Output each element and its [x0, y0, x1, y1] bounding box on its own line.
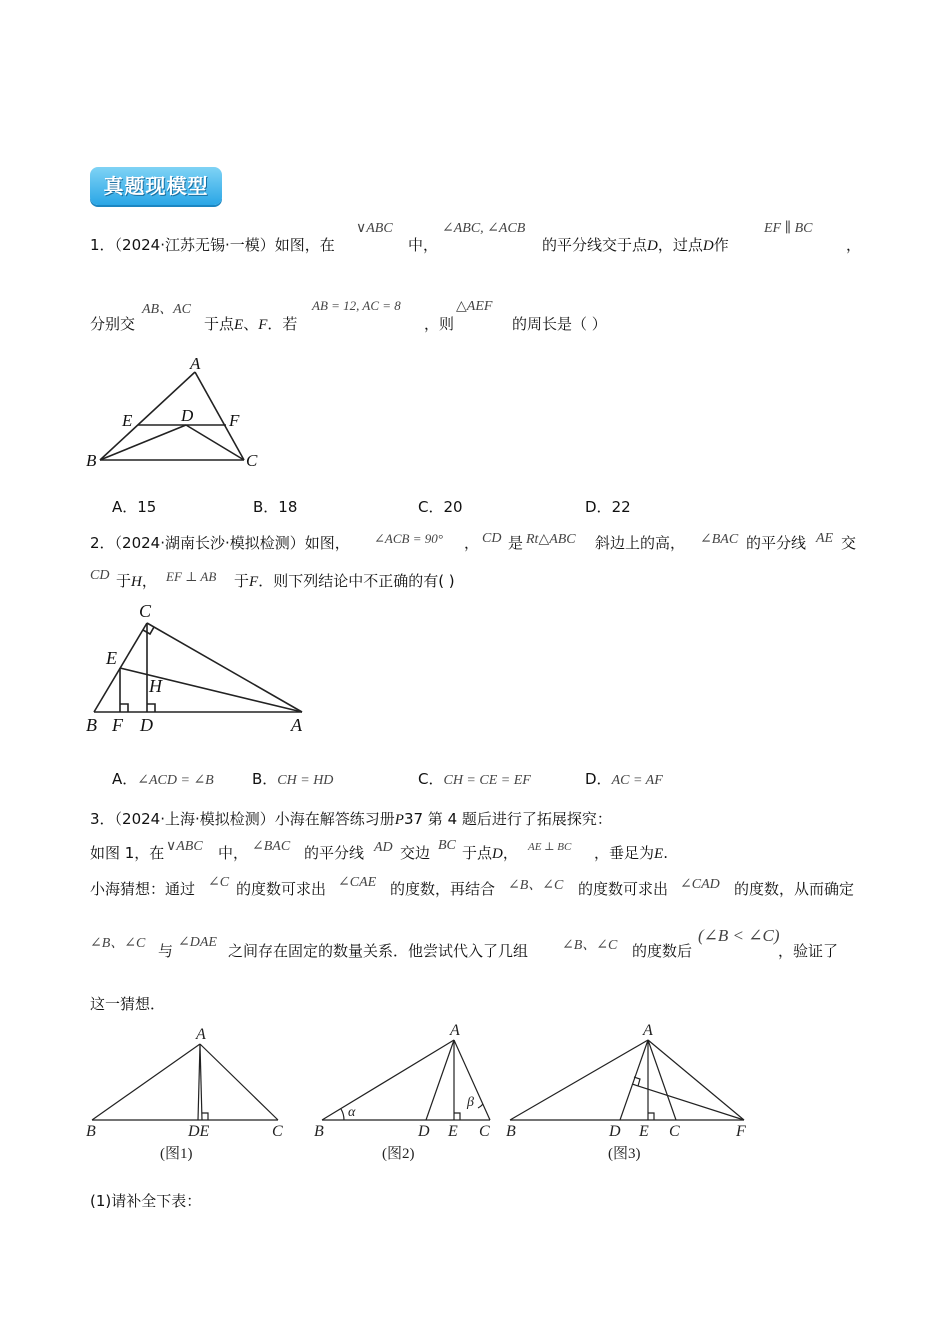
- q1-text: ，则: [424, 315, 455, 333]
- q3-sub1: (1)请补全下表：: [90, 1192, 202, 1210]
- q2-line2a: [116, 570, 157, 591]
- q3-fig3-seg-perp: [632, 1084, 744, 1120]
- q3-math-dae: ∠DAE: [178, 935, 217, 950]
- q1-math-parallel: EF ∥ BC: [764, 221, 813, 236]
- q2-text: 是: [508, 534, 524, 552]
- q3-math-b-c-2: ∠B、∠C: [90, 936, 146, 951]
- q3-fig2-label-beta: β: [467, 1095, 474, 1110]
- q2-right-angle-f: [120, 704, 128, 712]
- q2-label-b: B: [86, 715, 97, 735]
- q3-fig2-label-b: B: [314, 1123, 324, 1140]
- q2-text: 如图，: [304, 534, 350, 552]
- q2-text: 的平分线: [746, 534, 807, 552]
- q1-math-aef: △AEF: [456, 299, 493, 314]
- q3-text: 的度数后: [632, 942, 693, 960]
- q3-fig2-label-c: C: [479, 1123, 490, 1140]
- q3-source: （2024·上海·模拟检测）: [114, 810, 275, 828]
- q3-fig2-label-e: E: [448, 1123, 458, 1140]
- q2-option-letter: C．: [418, 770, 444, 788]
- q1-label-d: D: [181, 406, 194, 425]
- q1-var: D: [647, 238, 658, 254]
- q3-fig3-label-b: B: [506, 1123, 516, 1140]
- q1-line2b: [204, 313, 297, 334]
- q3-math-cae: ∠CAE: [338, 875, 377, 890]
- q2-label-e: E: [106, 648, 117, 668]
- q3-fig3-label-a: A: [643, 1022, 653, 1039]
- q1-option-c[interactable]: [418, 496, 463, 517]
- q3-number: 3．: [90, 810, 115, 828]
- q3-fig3-label-d: D: [609, 1123, 621, 1140]
- q3-fig2-right-angle: [454, 1113, 460, 1120]
- q1-number: 1．: [90, 236, 115, 254]
- q2-text: ．则下列结论中不正确的有( ): [258, 572, 455, 590]
- q2-label-f: F: [112, 715, 123, 735]
- q3-caption-fig1: (图1): [160, 1146, 193, 1162]
- q1-option-value: 18: [278, 498, 298, 516]
- q2-math-perp: EF ⊥ AB: [166, 569, 217, 584]
- q3-fig3-label-f: F: [736, 1123, 746, 1140]
- q2-label-a: A: [291, 715, 302, 735]
- q3-fig1-label-b: B: [86, 1123, 96, 1140]
- q3-text: 于点: [462, 844, 493, 862]
- q2-text: 斜边上的高，: [595, 534, 686, 552]
- q1-option-value: 15: [137, 498, 157, 516]
- q2-option-letter: B．: [252, 770, 278, 788]
- q3-fig3-label-c: C: [669, 1123, 680, 1140]
- q3-fig3-seg-ad: [620, 1040, 648, 1120]
- q1-label-b: B: [86, 451, 97, 470]
- q1-text: 分别交: [90, 315, 136, 333]
- q3-text: 交边: [400, 844, 431, 862]
- q2-label-c: C: [139, 601, 152, 621]
- q1-option-value: 22: [611, 498, 631, 516]
- q1-label-e: E: [122, 411, 133, 430]
- q2-line2b: [234, 570, 455, 591]
- q3-fig2-seg-ab: [322, 1040, 454, 1120]
- q2-math-rt-abc: Rt△ABC: [526, 532, 576, 547]
- q1-seg-dc: [186, 425, 244, 460]
- q1-math-given: AB = 12, AC = 8: [312, 298, 401, 313]
- q2-math-cd2: CD: [90, 568, 110, 583]
- q3-text: 的度数可求出: [236, 880, 327, 898]
- q3-math-condition: (∠B < ∠C): [698, 926, 780, 945]
- q2-var: H: [131, 574, 142, 590]
- q1-text: 、: [243, 315, 259, 333]
- q3-math-abc: ∨ABC: [166, 839, 203, 854]
- section-title-badge: 真题现模型: [90, 167, 222, 205]
- q1-var: F: [258, 317, 268, 333]
- q2-option-value: CH = CE = EF: [443, 773, 531, 788]
- q2-text: 于: [116, 572, 132, 590]
- q2-math-bac: ∠BAC: [700, 532, 739, 547]
- q3-line2-tail: [462, 842, 518, 863]
- q1-label-f: F: [229, 411, 240, 430]
- q3-fig3-seg-ab: [510, 1040, 648, 1120]
- q3-fig3-label-e: E: [639, 1123, 649, 1140]
- q2-text: 于: [234, 572, 250, 590]
- q2-label-d: D: [140, 715, 153, 735]
- q3-math-bc: BC: [438, 838, 456, 853]
- q3-fig1-label-c: C: [272, 1123, 283, 1140]
- q3-fig2-label-d: D: [418, 1123, 430, 1140]
- q3-math-ad: AD: [374, 840, 393, 855]
- q2-label-h: H: [149, 676, 162, 696]
- q1-text: 的平分线交于点: [542, 236, 648, 254]
- q1-option-letter: B．: [253, 498, 279, 516]
- q3-text: 之间存在固定的数量关系．他尝试代入了几组: [228, 942, 529, 960]
- q2-text: ，: [141, 572, 157, 590]
- q1-var: D: [702, 238, 714, 254]
- q3-text: 的度数，从而确定: [734, 880, 855, 898]
- q2-figure: [80, 598, 320, 738]
- q1-text: 于点: [204, 315, 235, 333]
- q2-var: F: [249, 574, 259, 590]
- q3-fig1-label-a: A: [196, 1026, 206, 1043]
- q3-line1: [90, 808, 612, 829]
- q3-var: D: [492, 846, 503, 862]
- q3-math-cad: ∠CAD: [680, 877, 720, 892]
- q2-option-c[interactable]: [418, 768, 531, 789]
- q1-text: 作: [713, 236, 729, 254]
- q1-math-triangle: ∨ABC: [356, 221, 393, 236]
- q1-var: E: [234, 317, 244, 333]
- q2-option-letter: A．: [112, 770, 138, 788]
- q2-math-ae: AE: [816, 531, 834, 546]
- q2-option-d[interactable]: [585, 768, 663, 789]
- q3-text: 中，: [218, 844, 249, 862]
- q3-text: 37 第 4 题后进行了拓展探究：: [403, 810, 612, 828]
- q3-fig1-seg-ae: [200, 1044, 202, 1120]
- q1-option-b[interactable]: [253, 496, 297, 517]
- q3-text: 小海猜想：通过: [90, 880, 196, 898]
- q2-option-a[interactable]: [112, 768, 214, 789]
- q1-math-angles: ∠ABC, ∠ACB: [442, 221, 526, 236]
- q3-fig1-right-angle: [202, 1113, 208, 1120]
- q1-text: ，过点: [657, 236, 703, 254]
- q3-text: 的平分线: [304, 844, 365, 862]
- q3-math-c: ∠C: [208, 875, 230, 890]
- q3-math-perp: AE ⊥ BC: [528, 841, 572, 853]
- q3-text: ，验证了: [778, 942, 839, 960]
- q2-option-value: AC = AF: [611, 773, 663, 788]
- q2-option-value: CH = HD: [277, 773, 334, 788]
- q3-fig1-label-de: DE: [188, 1123, 210, 1140]
- q3-math-b-c-3: ∠B、∠C: [562, 938, 618, 953]
- q3-fig1-seg-ab: [92, 1044, 200, 1120]
- q3-fig2-label-a: A: [450, 1022, 460, 1039]
- q3-caption-fig3: (图3): [608, 1146, 641, 1162]
- q1-option-letter: D．: [585, 498, 612, 516]
- q3-text: .: [663, 844, 668, 862]
- q1-option-letter: C．: [418, 498, 444, 516]
- q3-math-bac: ∠BAC: [252, 839, 291, 854]
- q2-option-value: ∠ACD = ∠B: [137, 773, 214, 788]
- q1-source: （2024·江苏无锡·一模）: [114, 236, 275, 254]
- q3-fig3-right-angle-e: [648, 1113, 654, 1120]
- q3-line2-end: [594, 842, 668, 863]
- q2-text: ，: [464, 534, 480, 552]
- q2-number: 2．: [90, 534, 115, 552]
- q1-option-d[interactable]: [585, 496, 631, 517]
- q3-math-b-c: ∠B、∠C: [508, 878, 564, 893]
- q3-text: 的度数，再结合: [390, 880, 496, 898]
- q2-source: （2024·湖南长沙·模拟检测）: [114, 534, 305, 552]
- q1-text-line1b: [542, 234, 729, 255]
- q1-option-a[interactable]: [112, 496, 156, 517]
- q3-fig2-seg-ad: [426, 1040, 454, 1120]
- q1-text: 的周长是（ ）: [512, 315, 607, 333]
- q3-text: 这一猜想．: [90, 995, 166, 1013]
- q1-figure: [80, 352, 270, 472]
- q3-caption-fig2: (图2): [382, 1146, 415, 1162]
- q3-fig1-seg-ac: [200, 1044, 278, 1120]
- q2-option-letter: D．: [585, 770, 612, 788]
- q1-text: ，: [846, 236, 862, 254]
- q3-text: 的度数可求出: [578, 880, 669, 898]
- q1-seg-bd: [100, 425, 186, 460]
- q3-text: ，垂足为: [594, 844, 655, 862]
- q1-text: 中，: [408, 236, 439, 254]
- q1-math-sides: AB、AC: [142, 302, 191, 317]
- q3-var: P: [394, 812, 404, 828]
- q2-line1a: [90, 532, 350, 553]
- q3-text: 与: [158, 942, 174, 960]
- q3-fig2-label-alpha: α: [348, 1105, 356, 1120]
- q2-text: 交: [841, 534, 857, 552]
- q1-text: ．若: [267, 315, 298, 333]
- q2-math-cd: CD: [482, 531, 502, 546]
- q2-seg-ca: [147, 623, 302, 712]
- q2-option-b[interactable]: [252, 768, 333, 789]
- q1-label-a: A: [190, 354, 201, 373]
- q3-figures: [82, 1018, 882, 1168]
- q1-label-c: C: [246, 451, 258, 470]
- q3-text: ，: [502, 844, 518, 862]
- q3-text: 小海在解答练习册: [274, 810, 395, 828]
- q2-right-angle-d: [147, 704, 155, 712]
- q3-fig2-beta-arc: [478, 1104, 483, 1108]
- q1-option-letter: A．: [112, 498, 138, 516]
- q2-math-right-angle: ∠ACB = 90°: [374, 531, 443, 546]
- q1-option-value: 20: [443, 498, 463, 516]
- q3-fig2-alpha-arc: [341, 1109, 344, 1120]
- q1-line1: [90, 234, 335, 255]
- q1-text: 如图，在: [274, 236, 335, 254]
- q3-var: E: [654, 846, 664, 862]
- q3-text: 如图 1，在: [90, 844, 165, 862]
